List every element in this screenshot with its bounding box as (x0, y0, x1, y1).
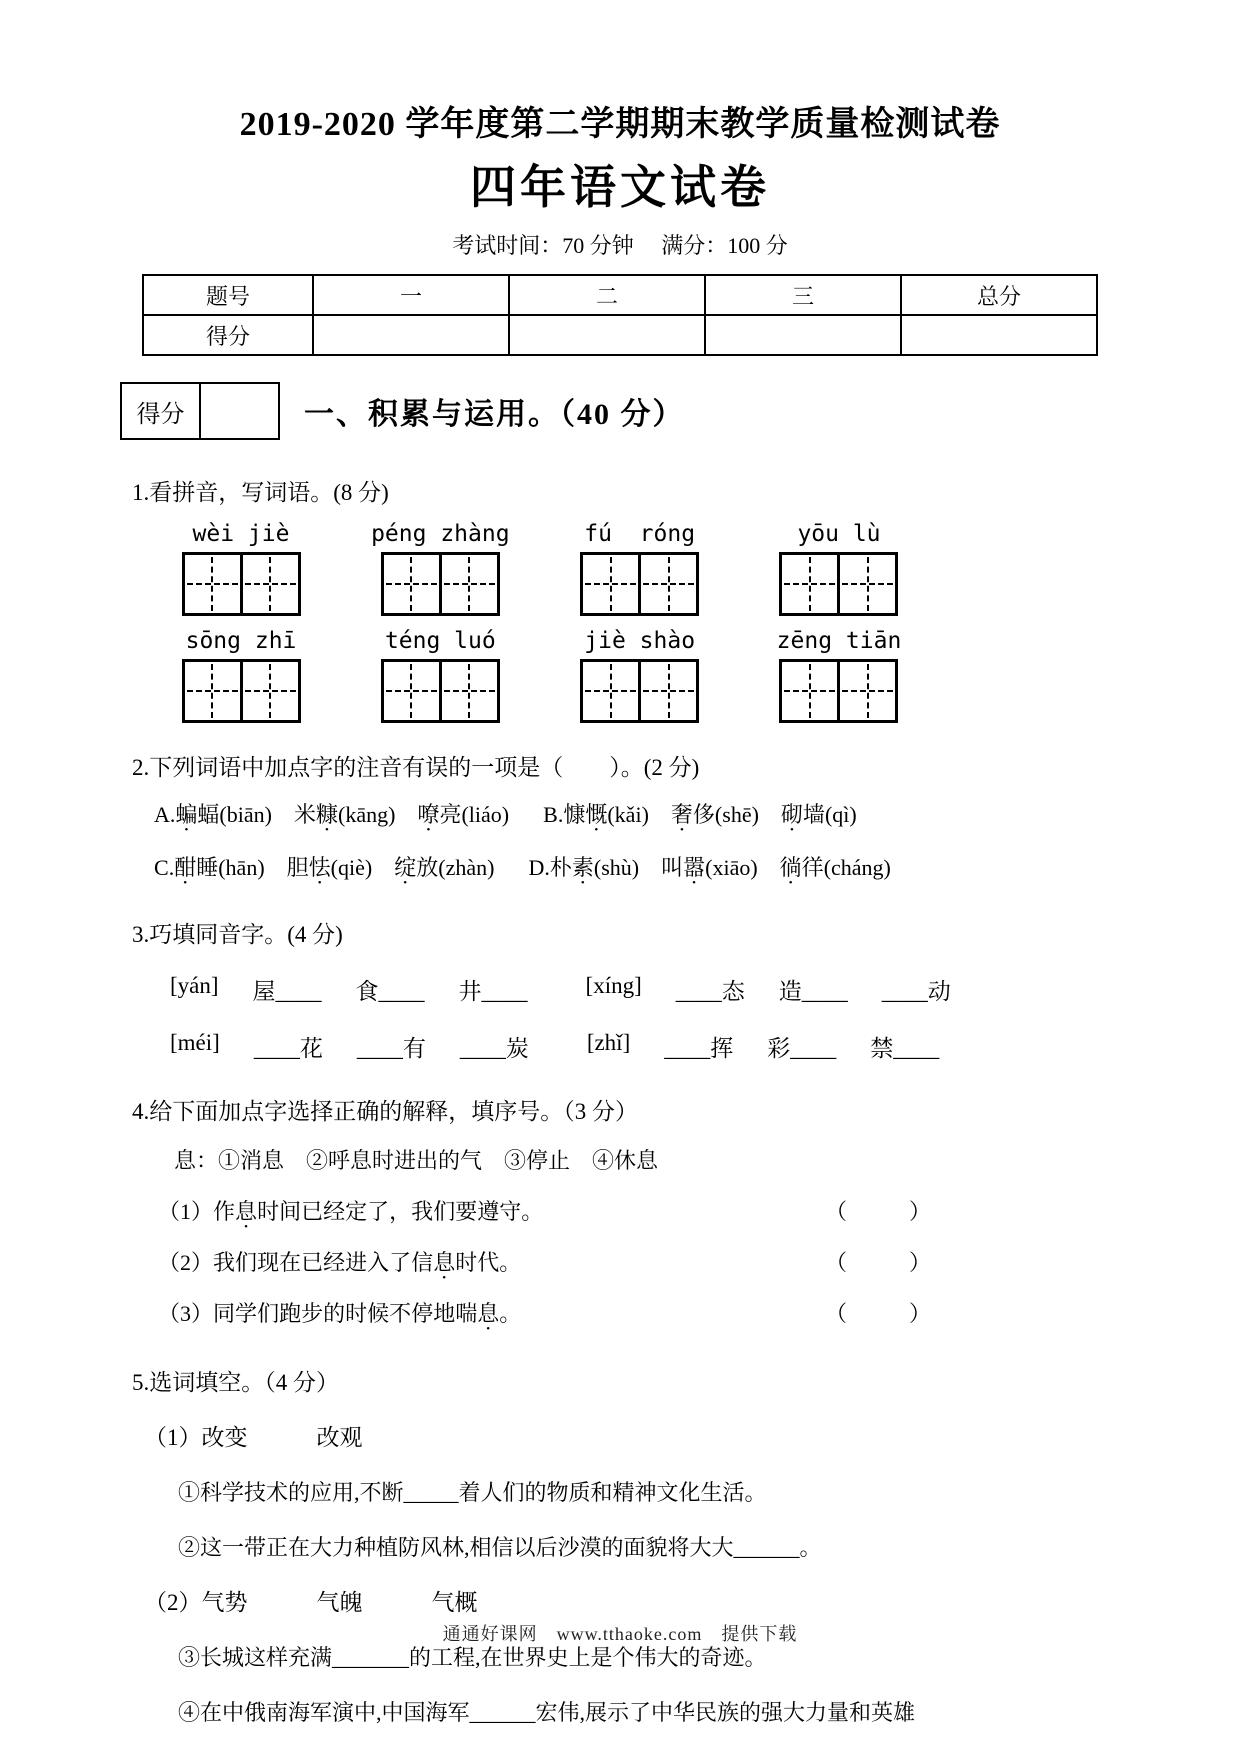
score-table-header-cell-4: 总分 (901, 275, 1097, 315)
tianzige-cell (240, 662, 298, 720)
tianzige-cell (583, 662, 638, 720)
emphasis-dot-char: 息 (477, 1301, 500, 1326)
exam-title-line1: 2019-2020 学年度第二学期期末教学质量检测试卷 (239, 106, 1001, 143)
tianzige-cell (240, 555, 298, 613)
tianzige-cell (638, 555, 696, 613)
answer-bracket: （ ） (824, 1250, 937, 1275)
q2-option-word: 嘹亮(liáo) (417, 798, 509, 829)
emphasis-dot-char: 徜 (779, 855, 802, 880)
pinyin-word-column (565, 521, 715, 616)
q3-blank-token: ____有 (356, 1036, 426, 1061)
q2-option-word: 砌墙(qì) (781, 798, 857, 829)
pinyin-label: péng zhàng (371, 521, 510, 547)
tianzige-cell (782, 662, 837, 720)
q3-line-2 (170, 1030, 1122, 1063)
tianzige-cell (185, 662, 240, 720)
emphasis-dot-char: 息 (235, 1199, 258, 1224)
pinyin-label: zēng tiān (776, 628, 902, 654)
q4-item-2 (158, 1246, 1122, 1277)
q4-sentence: （3）同学们跑步的时候不停地喘息。 (158, 1297, 521, 1328)
q3-line-1 (170, 973, 1122, 1006)
question1-title: 1.看拼音，写词语。(8 分) (132, 480, 389, 505)
pinyin-word-column (365, 628, 515, 723)
emphasis-dot-char: 慨 (585, 802, 608, 827)
score-table-header-cell-3: 三 (705, 275, 901, 315)
q2-option-word: A.蝙蝠(biān) (154, 798, 272, 829)
q3-lines-area (118, 973, 1122, 1063)
pinyin-label: wèi jiè (192, 521, 290, 547)
character-writing-grid (580, 659, 699, 723)
q5-sentence-4: ④在中俄南海军演中,中国海军______宏伟,展示了中华民族的强大力量和英雄 (178, 1700, 916, 1725)
emphasis-dot-char: 嚣 (683, 855, 706, 880)
question5-title: 5.选词填空。（4 分） (132, 1370, 339, 1395)
character-writing-grid (381, 659, 500, 723)
emphasis-dot-char: 酣 (174, 855, 197, 880)
q4-item-1 (158, 1195, 1122, 1226)
score-row-value-cell-4 (901, 315, 1097, 355)
q5-word-group-1: （1）改变 改观 (144, 1425, 363, 1450)
q3-blank-token: 造____ (778, 979, 848, 1004)
q4-sentence: （1）作息时间已经定了，我们要遵守。 (158, 1195, 543, 1226)
q3-pinyin-key: [méi] (170, 1030, 220, 1055)
pinyin-row-2 (166, 628, 914, 723)
pinyin-word-column (764, 628, 914, 723)
emphasis-dot-char: 糠 (315, 802, 338, 827)
emphasis-dot-char: 奢 (670, 802, 693, 827)
score-row-value-cell-3 (705, 315, 901, 355)
q4-sentence: （2）我们现在已经进入了信息时代。 (158, 1246, 521, 1277)
score-table-header-cell-1: 一 (313, 275, 509, 315)
pinyin-label: jiè shào (584, 628, 696, 654)
q5-sentence-3: ③长城这样充满_______的工程,在世界史上是个伟大的奇迹。 (178, 1645, 767, 1670)
footer-site-credit: 通通好课网 www.tthaoke.com 提供下载 (442, 1624, 798, 1644)
character-writing-grid (779, 552, 898, 616)
character-writing-grid (182, 659, 301, 723)
score-table (142, 274, 1098, 356)
q3-blank-token: ____炭 (459, 1036, 529, 1061)
emphasis-dot-char: 砌 (780, 802, 803, 827)
q2-option-word: 奢侈(shē) (671, 798, 759, 829)
pinyin-label: téng luó (384, 628, 496, 654)
question2-title: 2.下列词语中加点字的注音有误的一项是（ ）。(2 分) (132, 755, 700, 780)
q2-option-word: 叫嚣(xiāo) (661, 851, 758, 882)
tianzige-cell (583, 555, 638, 613)
emphasis-dot-char: 素 (571, 855, 594, 880)
exam-title-line2: 四年语文试卷 (470, 162, 770, 213)
q3-blank-token: 彩____ (767, 1036, 837, 1061)
pinyin-row-1 (166, 521, 914, 616)
emphasis-dot-char: 嘹 (417, 802, 440, 827)
q3-blank-token: 井____ (458, 979, 528, 1004)
exam-info: 考试时间：70 分钟 满分：100 分 (452, 233, 788, 258)
score-row-label-cell: 得分 (143, 315, 313, 355)
q3-blank-token: ____动 (881, 979, 951, 1004)
pinyin-word-column (764, 521, 914, 616)
q5-sentence-1: ①科学技术的应用,不断_____着人们的物质和精神文化生活。 (178, 1480, 767, 1505)
question4-title: 4.给下面加点字选择正确的解释，填序号。（3 分） (132, 1099, 638, 1124)
character-writing-grid (182, 552, 301, 616)
score-table-header-cell-2: 二 (509, 275, 705, 315)
section1-header-row (120, 382, 1122, 440)
q2-option-word: 徜徉(cháng) (780, 851, 891, 882)
tianzige-cell (384, 555, 439, 613)
tianzige-cell (837, 555, 895, 613)
question3-title: 3.巧填同音字。(4 分) (132, 922, 343, 947)
q2-option-word: B.慷慨(kǎi) (543, 798, 649, 829)
pinyin-label: sōng zhī (185, 628, 297, 654)
q2-option-word: 胆怯(qiè) (287, 851, 373, 882)
tianzige-cell (439, 662, 497, 720)
pinyin-word-column (166, 628, 316, 723)
q3-blank-token: 食____ (355, 979, 425, 1004)
pinyin-word-column (565, 628, 715, 723)
question4-definitions: 息：①消息 ②呼息时进出的气 ③停止 ④休息 (174, 1148, 659, 1173)
score-table-header-row (143, 275, 1097, 315)
score-box-value (201, 384, 278, 438)
q2-option-line-1 (154, 798, 1122, 829)
score-row-value-cell-2 (509, 315, 705, 355)
pinyin-label: yōu lù (797, 521, 881, 547)
score-row-value-cell-1 (313, 315, 509, 355)
q3-pinyin-key: [xíng] (585, 973, 642, 998)
answer-bracket: （ ） (824, 1199, 937, 1224)
character-writing-grid (580, 552, 699, 616)
score-table-header-cell-0: 题号 (143, 275, 313, 315)
q4-item-3 (158, 1297, 1122, 1328)
pinyin-word-column (166, 521, 316, 616)
emphasis-dot-char: 蝙 (175, 802, 198, 827)
tianzige-cell (439, 555, 497, 613)
tianzige-cell (638, 662, 696, 720)
pinyin-word-column (365, 521, 515, 616)
q5-sentence-2: ②这一带正在大力种植防风林,相信以后沙漠的面貌将大大______。 (178, 1535, 822, 1560)
q1-grid-area (118, 521, 1122, 723)
q2-option-word: 绽放(zhàn) (394, 851, 494, 882)
q3-pinyin-key: [yán] (170, 973, 219, 998)
score-box-label: 得分 (122, 384, 201, 438)
q5-word-group-2: （2）气势 气魄 气概 (144, 1590, 478, 1615)
tianzige-cell (782, 555, 837, 613)
tianzige-cell (837, 662, 895, 720)
q4-items-area (118, 1195, 1122, 1328)
pinyin-label: fú róng (584, 521, 696, 547)
q3-blank-token: ____花 (253, 1036, 323, 1061)
character-writing-grid (779, 659, 898, 723)
section1-title: 一、积累与运用。（40 分） (304, 398, 685, 431)
q2-option-word: D.朴素(shù) (528, 851, 639, 882)
q2-option-word: 米糠(kāng) (294, 798, 395, 829)
tianzige-cell (384, 662, 439, 720)
q3-blank-token: 屋____ (252, 979, 322, 1004)
score-table-score-row (143, 315, 1097, 355)
emphasis-dot-char: 息 (433, 1250, 456, 1275)
emphasis-dot-char: 绽 (394, 855, 417, 880)
q3-blank-token: ____态 (675, 979, 745, 1004)
q2-options-area (118, 798, 1122, 882)
emphasis-dot-char: 怯 (308, 855, 331, 880)
q3-pinyin-key: [zhǐ] (586, 1030, 631, 1055)
q2-option-word: C.酣睡(hān) (154, 851, 265, 882)
answer-bracket: （ ） (824, 1301, 937, 1326)
q2-option-line-2 (154, 851, 1122, 882)
section-score-box (120, 382, 280, 440)
q3-blank-token: ____挥 (664, 1036, 734, 1061)
character-writing-grid (381, 552, 500, 616)
tianzige-cell (185, 555, 240, 613)
q3-blank-token: 禁____ (870, 1036, 940, 1061)
